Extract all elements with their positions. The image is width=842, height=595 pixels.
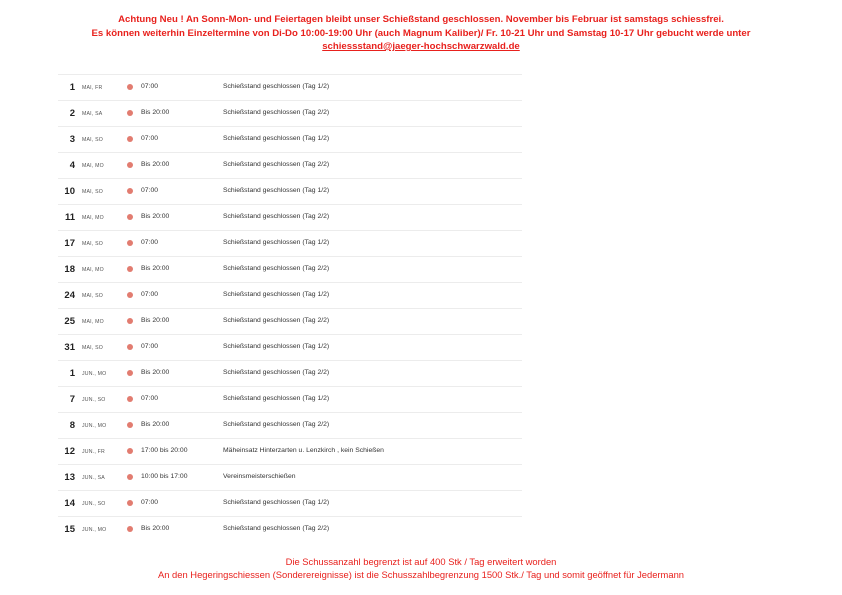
event-time: 07:00 <box>141 239 159 246</box>
day-number: 4 <box>69 160 75 171</box>
event-dot-icon <box>127 344 133 350</box>
event-dot-icon <box>127 266 133 272</box>
event-time: 07:00 <box>141 343 159 350</box>
month-weekday: JUN., MO <box>82 526 107 533</box>
day-number: 31 <box>64 342 75 353</box>
footer-line-2: An den Hegeringschiessen (Sonderereignisse) ist die Schusszahlbegrenzung 1500 Stk./ Tag und somit geöffnet für Jedermann <box>157 569 684 580</box>
schedule-row[interactable] <box>58 179 522 205</box>
month-weekday: JUN., SO <box>82 500 106 507</box>
day-number: 1 <box>69 82 75 93</box>
schedule-row[interactable] <box>58 439 522 465</box>
day-number: 11 <box>64 212 75 223</box>
day-number: 1 <box>69 368 75 379</box>
schedule-row[interactable] <box>58 517 522 542</box>
schedule-list <box>58 74 522 542</box>
day-number: 17 <box>64 238 75 249</box>
schedule-row[interactable] <box>58 309 522 335</box>
schedule-row[interactable] <box>58 153 522 179</box>
event-description: Schießstand geschlossen (Tag 1/2) <box>223 187 330 194</box>
event-dot-icon <box>127 162 133 168</box>
schedule-row[interactable] <box>58 387 522 413</box>
schedule-row[interactable] <box>58 101 522 127</box>
event-dot-icon <box>127 136 133 142</box>
month-weekday: JUN., FR <box>82 448 105 455</box>
schedule-row[interactable] <box>58 335 522 361</box>
month-weekday: MAI, SO <box>82 292 104 299</box>
event-dot-icon <box>127 84 133 90</box>
month-weekday: JUN., MO <box>82 422 107 429</box>
event-description: Schießstand geschlossen (Tag 2/2) <box>223 525 330 532</box>
event-description: Vereinsmeisterschießen <box>223 473 296 480</box>
notice-banner <box>0 13 842 54</box>
month-weekday: MAI, SO <box>82 344 104 351</box>
day-number: 7 <box>69 394 75 405</box>
event-description: Schießstand geschlossen (Tag 1/2) <box>223 239 330 246</box>
schedule-row[interactable] <box>58 283 522 309</box>
footer-notice <box>0 555 842 581</box>
event-description: Schießstand geschlossen (Tag 2/2) <box>223 369 330 376</box>
event-time: Bis 20:00 <box>141 525 170 532</box>
event-description: Schießstand geschlossen (Tag 2/2) <box>223 109 330 116</box>
event-time: 17:00 bis 20:00 <box>141 447 188 454</box>
month-weekday: JUN., MO <box>82 370 107 377</box>
month-weekday: MAI, MO <box>82 318 104 325</box>
event-description: Mäheinsatz Hinterzarten u. Lenzkirch , kein Schießen <box>223 447 384 454</box>
event-description: Schießstand geschlossen (Tag 1/2) <box>223 499 330 506</box>
notice-line-1: Achtung Neu ! An Sonn-Mon- und Feiertagen bleibt unser Schießstand geschlossen. November bis Februar ist samstags schiessfrei. <box>118 14 724 25</box>
event-dot-icon <box>127 370 133 376</box>
event-time: 07:00 <box>141 291 159 298</box>
notice-line-2: Es können weiterhin Einzeltermine von Di-Do 10:00-19:00 Uhr (auch Magnum Kaliber)/ Fr. 10-21 Uhr und Samstag 10-17 Uhr gebucht werde unter <box>91 27 751 39</box>
event-dot-icon <box>127 292 133 298</box>
schedule-row[interactable] <box>58 75 522 101</box>
event-time: Bis 20:00 <box>141 161 170 168</box>
month-weekday: JUN., SO <box>82 396 106 403</box>
event-dot-icon <box>127 448 133 454</box>
schedule-row[interactable] <box>58 257 522 283</box>
event-time: Bis 20:00 <box>141 213 170 220</box>
schedule-row[interactable] <box>58 205 522 231</box>
event-time: Bis 20:00 <box>141 265 170 272</box>
event-dot-icon <box>127 240 133 246</box>
event-description: Schießstand geschlossen (Tag 1/2) <box>223 135 330 142</box>
event-time: Bis 20:00 <box>141 317 170 324</box>
event-description: Schießstand geschlossen (Tag 1/2) <box>223 83 330 90</box>
month-weekday: MAI, MO <box>82 214 104 221</box>
event-description: Schießstand geschlossen (Tag 1/2) <box>223 343 330 350</box>
day-number: 25 <box>64 316 75 327</box>
event-time: 07:00 <box>141 83 159 90</box>
event-time: Bis 20:00 <box>141 369 170 376</box>
event-description: Schießstand geschlossen (Tag 2/2) <box>223 213 330 220</box>
event-dot-icon <box>127 318 133 324</box>
month-weekday: MAI, MO <box>82 266 104 273</box>
event-dot-icon <box>127 188 133 194</box>
day-number: 10 <box>64 186 75 197</box>
day-number: 8 <box>69 420 75 431</box>
day-number: 18 <box>64 264 75 275</box>
month-weekday: MAI, SO <box>82 188 104 195</box>
event-description: Schießstand geschlossen (Tag 1/2) <box>223 395 330 402</box>
month-weekday: MAI, MO <box>82 162 104 169</box>
event-time: 07:00 <box>141 499 159 506</box>
event-dot-icon <box>127 526 133 532</box>
event-description: Schießstand geschlossen (Tag 2/2) <box>223 421 330 428</box>
event-dot-icon <box>127 214 133 220</box>
schedule-row[interactable] <box>58 231 522 257</box>
event-time: Bis 20:00 <box>141 421 170 428</box>
event-description: Schießstand geschlossen (Tag 1/2) <box>223 291 330 298</box>
day-number: 12 <box>64 446 75 457</box>
contact-email-link[interactable]: schiessstand@jaeger-hochschwarzwald.de <box>322 41 520 52</box>
month-weekday: MAI, SA <box>82 110 103 117</box>
month-weekday: JUN., SA <box>82 474 105 481</box>
day-number: 24 <box>64 290 75 301</box>
event-description: Schießstand geschlossen (Tag 2/2) <box>223 265 330 272</box>
event-time: 07:00 <box>141 135 159 142</box>
footer-line-1: Die Schussanzahl begrenzt ist auf 400 Stk / Tag erweitert worden <box>285 556 557 567</box>
event-dot-icon <box>127 500 133 506</box>
event-dot-icon <box>127 396 133 402</box>
event-dot-icon <box>127 110 133 116</box>
event-time: 07:00 <box>141 187 159 194</box>
event-dot-icon <box>127 474 133 480</box>
day-number: 15 <box>64 524 75 535</box>
month-weekday: MAI, SO <box>82 240 104 247</box>
event-dot-icon <box>127 422 133 428</box>
day-number: 13 <box>64 472 75 483</box>
month-weekday: MAI, FR <box>82 84 103 91</box>
event-time: Bis 20:00 <box>141 109 170 116</box>
schedule-row[interactable] <box>58 413 522 439</box>
schedule-row[interactable] <box>58 465 522 491</box>
event-description: Schießstand geschlossen (Tag 2/2) <box>223 317 330 324</box>
day-number: 3 <box>69 134 75 145</box>
month-weekday: MAI, SO <box>82 136 104 143</box>
event-time: 10:00 bis 17:00 <box>141 473 188 480</box>
schedule-row[interactable] <box>58 491 522 517</box>
event-description: Schießstand geschlossen (Tag 2/2) <box>223 161 330 168</box>
schedule-row[interactable] <box>58 361 522 387</box>
event-time: 07:00 <box>141 395 159 402</box>
schedule-row[interactable] <box>58 127 522 153</box>
day-number: 2 <box>69 108 75 119</box>
day-number: 14 <box>64 498 75 509</box>
